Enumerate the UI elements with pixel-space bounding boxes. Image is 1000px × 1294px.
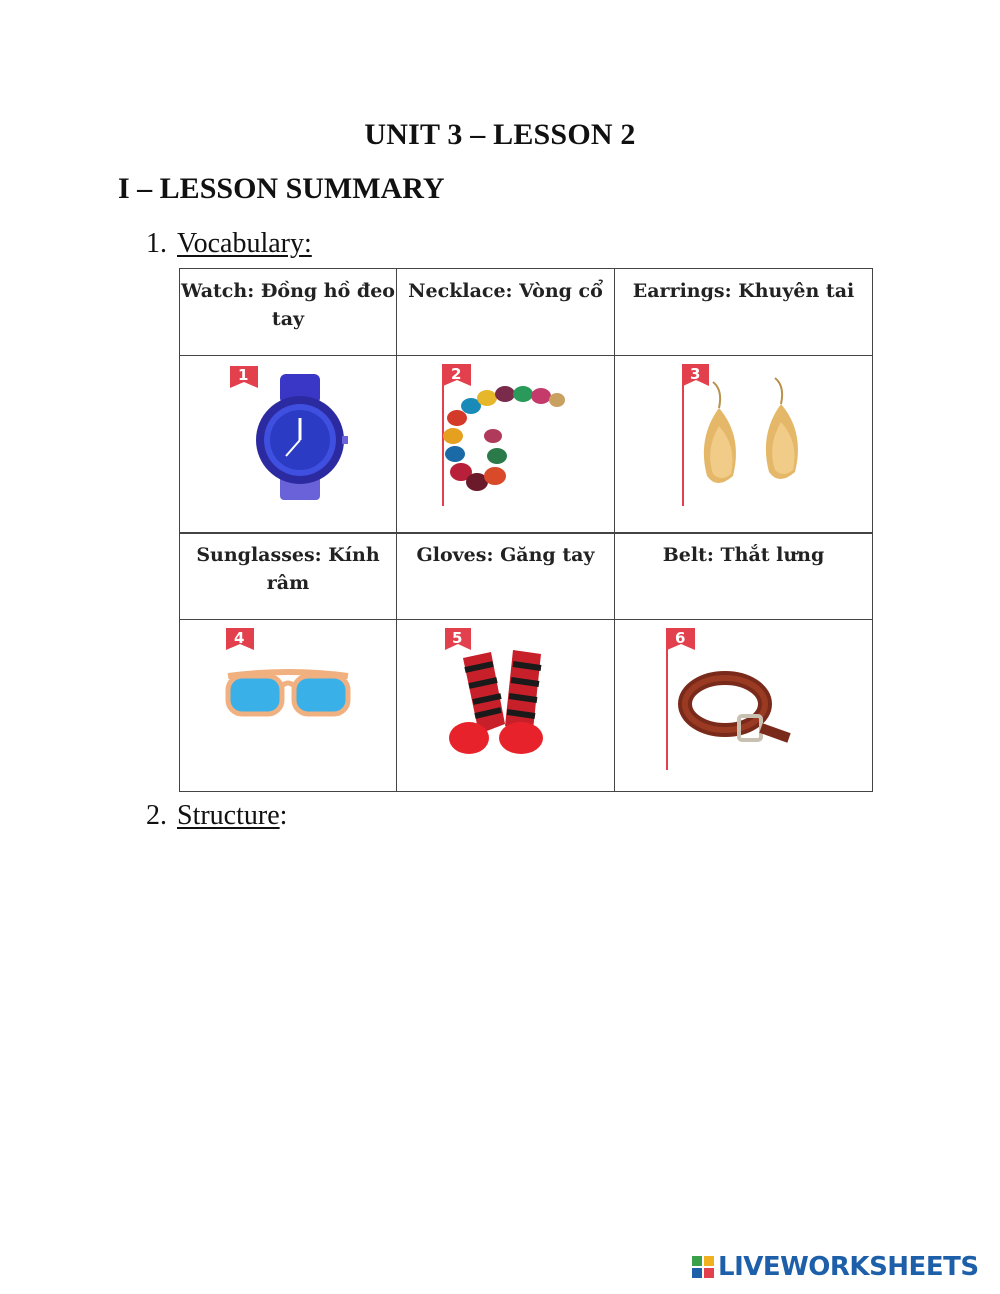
vocab-picture-cell: [397, 356, 615, 534]
vocab-word-necklace: Necklace: Vòng cổ: [397, 269, 615, 356]
vocab-word-gloves: Gloves: Găng tay: [397, 533, 615, 620]
unit-title: UNIT 3 – LESSON 2: [364, 118, 636, 151]
vocabulary-table-1: [179, 268, 873, 534]
number-badge: 2: [451, 365, 462, 383]
list-number: 2.: [146, 800, 167, 831]
number-badge: 3: [690, 365, 701, 383]
necklace-icon: [397, 356, 615, 533]
section-title: I – LESSON SUMMARY: [118, 172, 445, 205]
logo-grid-icon: [692, 1256, 714, 1278]
number-badge: 6: [675, 629, 686, 647]
vocab-word-earrings: Earrings: Khuyên tai: [615, 269, 873, 356]
gloves-icon: [397, 620, 615, 791]
logo-text: LIVEWORKSHEETS: [718, 1252, 979, 1282]
vocab-picture-cell: [615, 356, 873, 534]
list-item-structure: [146, 800, 287, 832]
list-item-vocabulary: [146, 228, 312, 260]
list-suffix: :: [279, 800, 288, 831]
belt-icon: [615, 620, 873, 791]
liveworksheets-logo[interactable]: [692, 1252, 979, 1282]
list-label: Structure: [177, 800, 280, 831]
vocab-picture-cell: [397, 620, 615, 792]
vocab-word-sunglasses: Sunglasses: Kính râm: [180, 533, 397, 620]
number-badge: 1: [238, 366, 249, 384]
watch-icon: [180, 356, 397, 533]
vocab-picture-cell: [615, 620, 873, 792]
vocab-picture-cell: [180, 620, 397, 792]
sunglasses-icon: [180, 620, 397, 791]
vocab-word-belt: Belt: Thắt lưng: [615, 533, 873, 620]
vocab-picture-cell: [180, 356, 397, 534]
number-badge: 5: [452, 629, 463, 647]
number-badge: 4: [234, 629, 245, 647]
vocabulary-table-2: [179, 532, 873, 792]
list-number: 1.: [146, 228, 167, 259]
earrings-icon: [615, 356, 873, 533]
vocab-word-watch: Watch: Đồng hồ đeo tay: [180, 269, 397, 356]
list-label: Vocabulary:: [177, 228, 312, 259]
